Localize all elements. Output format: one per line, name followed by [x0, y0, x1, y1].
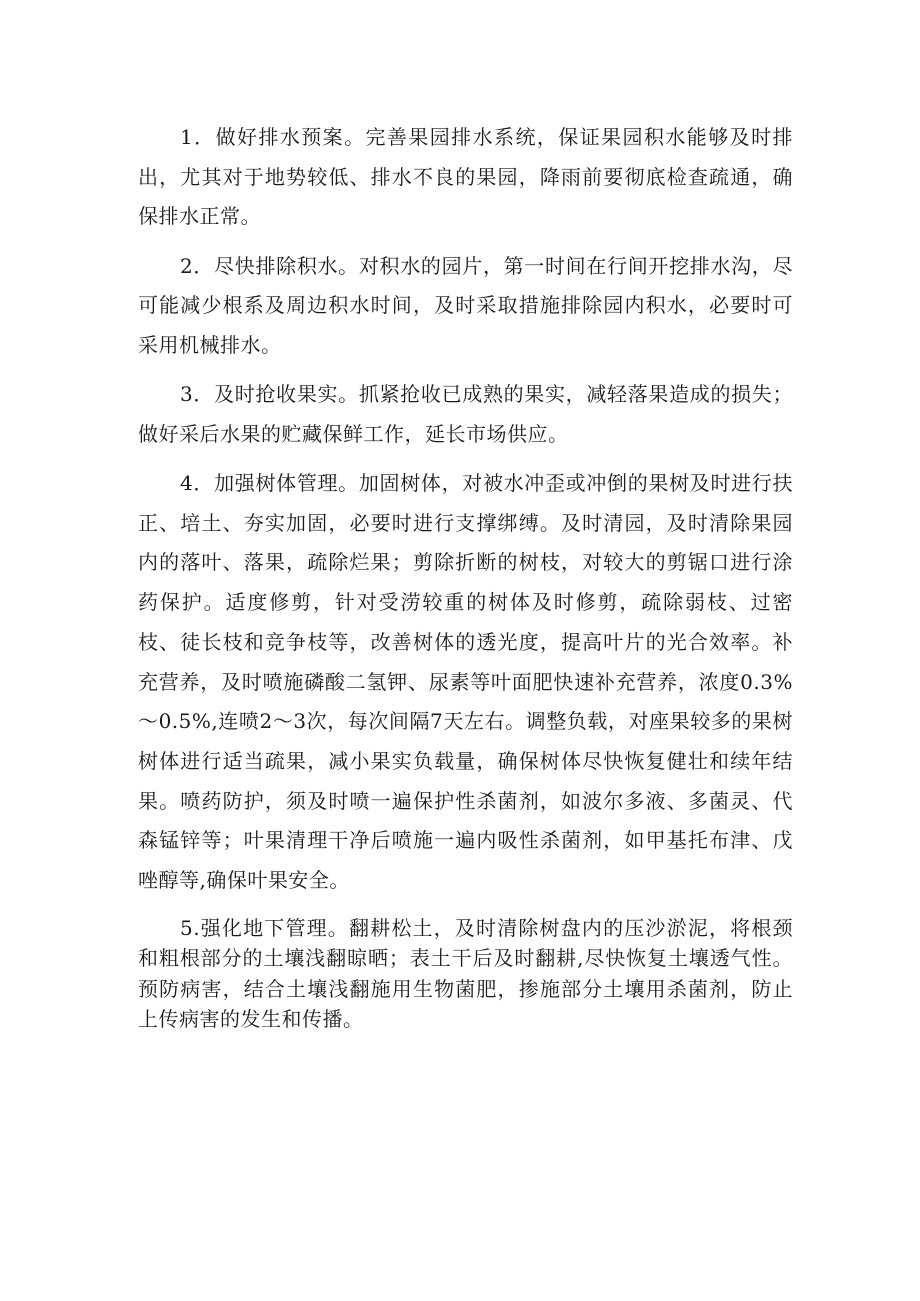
paragraph-2: 2．尽快排除积水。对积水的园片，第一时间在行间开挖排水沟，尽可能减少根系及周边积水时间，及时采取措施排除园内积水，必要时可采用机械排水。 [138, 253, 793, 357]
paragraph-5: 5.强化地下管理。翻耕松土，及时清除树盘内的压沙淤泥，将根颈和粗根部分的土壤浅翻晾晒；表土干后及时翻耕,尽快恢复土壤透气性。预防病害，结合土壤浅翻施用生物菌肥，掺施部分土壤用杀菌剂，防止上传病害的发生和传播。 [138, 915, 793, 1032]
paragraph-3: 3．及时抢收果实。抓紧抢收已成熟的果实，减轻落果造成的损失；做好采后水果的贮藏保鲜工作，延长市场供应。 [138, 382, 793, 446]
paragraph-4: 4．加强树体管理。加固树体，对被水冲歪或冲倒的果树及时进行扶正、培土、夯实加固，必要时进行支撑绑缚。及时清园，及时清除果园内的落叶、落果，疏除烂果；剪除折断的树枝，对较大的剪锯口进行涂药保护。适度修剪，针对受涝较重的树体及时修剪，疏除弱枝、过密枝、徒长枝和竞争枝等，改善树体的透光度，提高叶片的光合效率。补充营养，及时喷施磷酸二氢钾、尿素等叶面肥快速补充营养，浓度0.3%～0.5%,连喷2～3次，每次间隔7天左右。调整负载，对座果较多的果树树体进行适当疏果，减小果实负载量，确保树体尽快恢复健壮和续年结果。喷药防护，须及时喷一遍保护性杀菌剂，如波尔多液、多菌灵、代森锰锌等；叶果清理干净后喷施一遍内吸性杀菌剂，如甲基托布津、戊唑醇等,确保叶果安全。 [138, 471, 793, 893]
paragraph-1: 1．做好排水预案。完善果园排水系统，保证果园积水能够及时排出，尤其对于地势较低、排水不良的果园，降雨前要彻底检查疏通，确保排水正常。 [138, 125, 793, 228]
document-body [138, 118, 793, 1035]
